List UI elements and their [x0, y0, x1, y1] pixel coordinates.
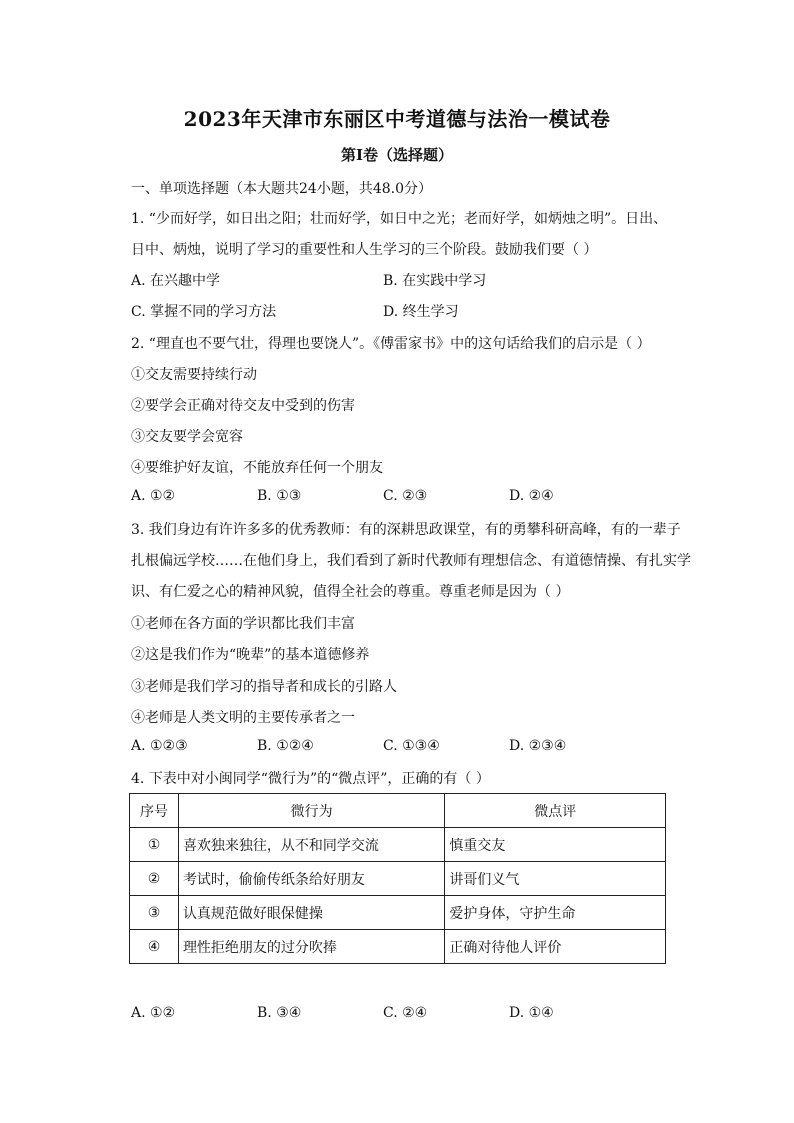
q3-option-c: C. ①③④ [383, 738, 440, 754]
q4-option-a: A. ①② [131, 1005, 176, 1021]
table-header-cell: 微行为 [178, 794, 444, 828]
q2-option-a: A. ①② [131, 488, 176, 504]
q1-option-b: B. 在实践中学习 [383, 273, 487, 289]
q3-item-3: ③老师是我们学习的指导者和成长的引路人 [131, 679, 397, 695]
table-cell: ② [130, 862, 179, 896]
table-header-row [130, 794, 666, 828]
q4-option-d: D. ①④ [509, 1005, 554, 1021]
table-cell: 讲哥们义气 [445, 862, 666, 896]
q3-item-2: ②这是我们作为“晚辈”的基本道德修养 [131, 647, 370, 663]
q3-option-b: B. ①②④ [257, 738, 314, 754]
q2-item-1: ①交友需要持续行动 [131, 367, 257, 383]
table-cell: ④ [130, 930, 179, 964]
table-header-cell: 序号 [130, 794, 179, 828]
q1-option-c: C. 掌握不同的学习方法 [131, 304, 277, 320]
table-cell: ③ [130, 896, 179, 930]
q4-option-c: C. ②④ [383, 1005, 428, 1021]
q3-item-1: ①老师在各方面的学识都比我们丰富 [131, 616, 355, 632]
q3-item-4: ④老师是人类文明的主要传承者之一 [131, 710, 355, 726]
q4-option-b: B. ③④ [257, 1005, 302, 1021]
q3-stem-line1: 3. 我们身边有许许多多的优秀教师：有的深耕思政课堂，有的勇攀科研高峰，有的一辈子 [131, 522, 681, 538]
q1-stem-line2: 日中、炳烛，说明了学习的重要性和人生学习的三个阶段。鼓励我们要（ ） [131, 242, 598, 258]
q1-option-d: D. 终生学习 [383, 304, 459, 320]
q2-stem-line1: 2. “理直也不要气壮，得理也要饶人”。《傅雷家书》中的这句话给我们的启示是（ ） [131, 336, 651, 352]
table-row [130, 930, 666, 964]
page-subtitle: 第I卷（选择题） [340, 146, 454, 164]
table-cell: 认真规范做好眼保健操 [178, 896, 444, 930]
q4-stem-line1: 4. 下表中对小闽同学“微行为”的“微点评”，正确的有（ ） [131, 771, 490, 787]
table-cell: 喜欢独来独往，从不和同学交流 [178, 828, 444, 862]
table-cell: 理性拒绝朋友的过分吹捧 [178, 930, 444, 964]
table-cell: 慎重交友 [445, 828, 666, 862]
q1-option-a: A. 在兴趣中学 [131, 273, 221, 289]
table-row [130, 828, 666, 862]
q1-stem-line1: 1. “少而好学，如日出之阳；壮而好学，如日中之光；老而好学，如炳烛之明”。日出、 [131, 211, 668, 227]
table-cell: ① [130, 828, 179, 862]
q2-item-2: ②要学会正确对待交友中受到的伤害 [131, 398, 355, 414]
q3-stem-line2: 扎根偏远学校……在他们身上，我们看到了新时代教师有理想信念、有道德情操、有扎实学 [131, 553, 691, 569]
table-cell: 爱护身体，守护生命 [445, 896, 666, 930]
q3-stem-line3: 识、有仁爱之心的精神风貌，值得全社会的尊重。尊重老师是因为（ ） [131, 584, 570, 600]
table-row [130, 862, 666, 896]
q2-option-b: B. ①③ [257, 488, 302, 504]
table-row [130, 896, 666, 930]
table-cell: 正确对待他人评价 [445, 930, 666, 964]
q2-option-d: D. ②④ [509, 488, 554, 504]
q3-option-d: D. ②③④ [509, 738, 567, 754]
q4-table [129, 793, 666, 964]
q2-option-c: C. ②③ [383, 488, 428, 504]
table-cell: 考试时，偷偷传纸条给好朋友 [178, 862, 444, 896]
page-title: 2023年天津市东丽区中考道德与法治一模试卷 [183, 107, 611, 131]
table-header-cell: 微点评 [445, 794, 666, 828]
q2-item-4: ④要维护好友谊，不能放弃任何一个朋友 [131, 460, 383, 476]
q2-item-3: ③交友要学会宽容 [131, 429, 243, 445]
section-heading: 一、单项选择题（本大题共24小题，共48.0分） [131, 181, 432, 197]
q3-option-a: A. ①②③ [131, 738, 188, 754]
